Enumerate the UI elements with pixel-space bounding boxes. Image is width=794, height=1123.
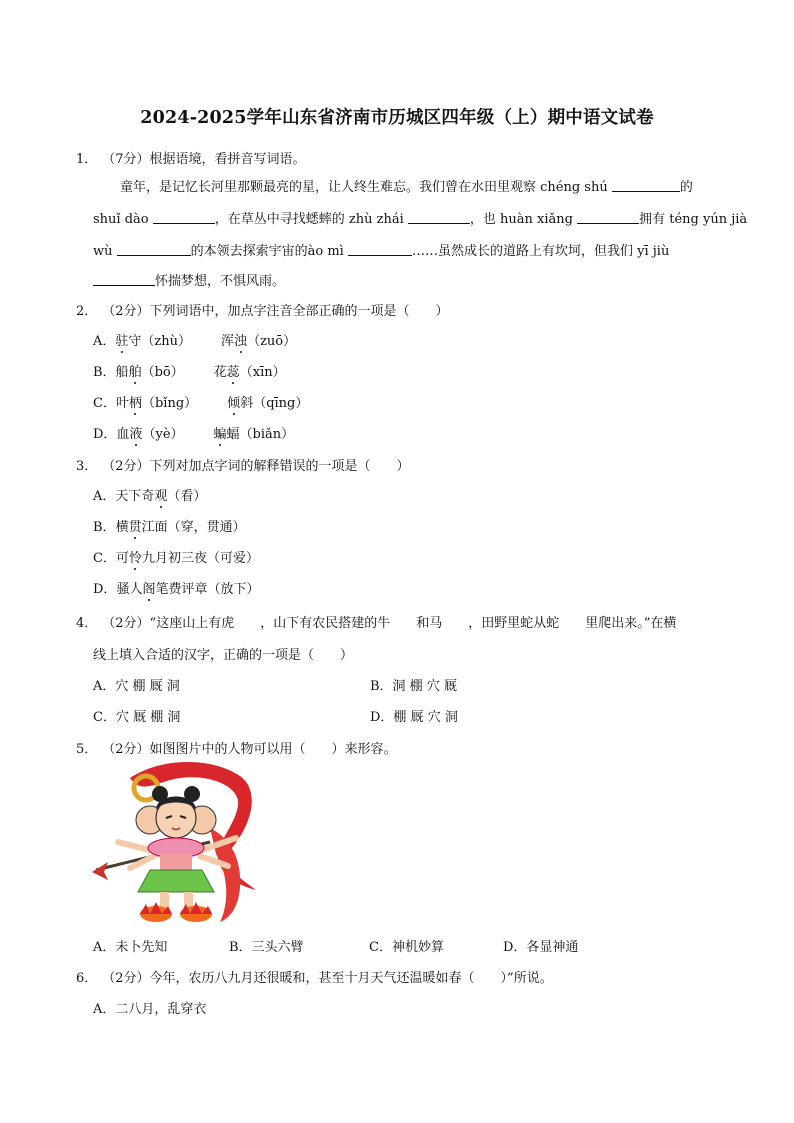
question-2-number: 2．: [76, 304, 98, 319]
question-4-option-c[interactable]: C．穴 厩 棚 洞: [93, 710, 181, 725]
question-2: [76, 300, 449, 319]
leg-left: [160, 892, 169, 908]
answer-blank[interactable]: [153, 211, 215, 224]
question-3-number: 3．: [76, 459, 98, 474]
question-5-stem: （2分）如图图片中的人物可以用（ ）来形容。: [102, 742, 397, 757]
question-6-number: 6．: [76, 971, 98, 986]
question-4-option-b[interactable]: B．洞 棚 穴 厩: [370, 679, 457, 694]
question-4-option-a[interactable]: A．穴 棚 厩 洞: [93, 679, 180, 694]
question-3-option-a[interactable]: A．天下奇观（看）: [93, 485, 206, 504]
answer-blank[interactable]: [348, 243, 412, 256]
hair-bun-right: [184, 786, 200, 802]
question-2-option-d[interactable]: D．血液（yè） 蝙蝠（biǎn）: [93, 423, 294, 442]
question-3-option-b[interactable]: B．横贯江面（穿，贯通）: [93, 516, 246, 535]
answer-blank[interactable]: [408, 211, 470, 224]
passage-text: 拥有 téng yún jià: [639, 212, 748, 227]
body: [160, 854, 192, 872]
question-1-passage-line-1: [120, 176, 693, 195]
exam-title: 2024-2025学年山东省济南市历城区四年级（上）期中语文试卷: [140, 108, 654, 128]
question-4-stem-line-2: 线上填入合适的汉字，正确的一项是（ ）: [93, 648, 354, 663]
question-1: [76, 148, 306, 167]
answer-blank[interactable]: [612, 179, 680, 192]
answer-blank[interactable]: [577, 211, 639, 224]
passage-text: ，也 huàn xiǎng: [469, 212, 573, 227]
question-3-option-d[interactable]: D．骚人阁笔费评章（放下）: [93, 578, 259, 597]
question-5-option-d[interactable]: D．各显神通: [503, 940, 579, 955]
question-4: 4． （2分）“这座山上有虎 ，山下有农民搭建的牛 和马 ，田野里蛇从蛇 里爬出来。”在横: [76, 616, 677, 631]
passage-text: wù: [93, 244, 113, 259]
question-5-option-b[interactable]: B．三头六臂: [229, 940, 304, 955]
answer-blank[interactable]: [93, 273, 155, 286]
question-6-stem: （2分）今年，农历八九月还很暖和，甚至十月天气还温暖如春（ ）”所说。: [102, 971, 553, 986]
question-1-number: 1．: [76, 152, 98, 167]
question-3: [76, 455, 410, 474]
question-4-option-d[interactable]: D．棚 厩 穴 洞: [370, 710, 458, 725]
question-5-option-a[interactable]: A．未卜先知: [93, 940, 168, 955]
question-3-option-c[interactable]: C．可怜九月初三夜（可爱）: [93, 547, 259, 566]
question-2-option-a[interactable]: A．驻守（zhù） 浑浊（zuō）: [93, 330, 296, 349]
spear-tip: [92, 862, 108, 880]
question-3-stem: （2分）下列对加点字词的解释错误的一项是（ ）: [102, 459, 410, 474]
question-6-option-a[interactable]: A．二八月，乱穿衣: [93, 1002, 207, 1017]
question-2-option-c[interactable]: C．叶柄（bǐng） 倾斜（qīng）: [93, 392, 308, 411]
question-6: [76, 967, 553, 986]
passage-text: 怀揣梦想，不惧风雨。: [155, 274, 286, 289]
question-2-stem: （2分）下列词语中，加点字注音全部正确的一项是（ ）: [102, 304, 449, 319]
passage-text: shuǐ dào: [93, 212, 149, 227]
green-lotus-skirt: [138, 870, 214, 892]
passage-text: 的: [679, 180, 693, 195]
question-1-passage-line-4: [93, 270, 285, 289]
question-1-stem: （7分）根据语境，看拼音写词语。: [102, 152, 306, 167]
question-5-number: 5．: [76, 742, 98, 757]
question-4-number: 4．: [76, 616, 98, 631]
question-1-passage-line-2: [93, 208, 747, 227]
question-5-option-c[interactable]: C．神机妙算: [369, 940, 444, 955]
nezha-illustration: [90, 758, 270, 926]
passage-text: ，在草丛中寻找蟋蟀的 zhù zhái: [214, 212, 404, 227]
passage-text: 童年，是记忆长河里那颗最亮的星，让人终生难忘。我们曾在水田里观察 chéng shú: [120, 180, 608, 195]
hair-bun-left: [152, 786, 168, 802]
question-5: [76, 738, 397, 757]
question-1-passage-line-3: [93, 240, 669, 259]
passage-text: 的本领去探索宇宙的ào mì: [190, 244, 344, 259]
question-2-option-b[interactable]: B．船舶（bō） 花蕊（xīn）: [93, 361, 286, 380]
answer-blank[interactable]: [117, 243, 191, 256]
passage-text: ……虽然成长的道路上有坎坷，但我们 yī jiù: [411, 244, 670, 259]
